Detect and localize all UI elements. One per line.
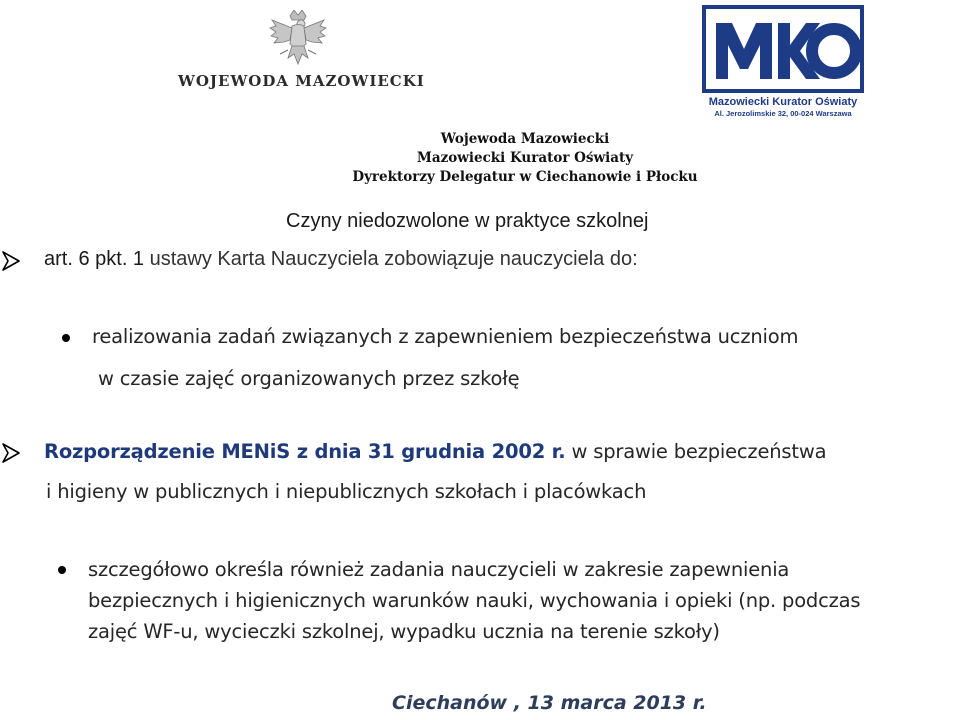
mko-caption-address: Al. Jerozolimskie 32, 00-024 Warszawa [714,109,852,118]
section2-bold-prefix: Rozporządzenie MENiS z dnia 31 grudnia 2002 r. [44,440,566,463]
authority-line-3: Dyrektorzy Delegatur w Ciechanowie i Płocku [352,169,698,185]
authority-line-2: Mazowiecki Kurator Oświaty [416,150,634,166]
bullet1-line2: w czasie zajęć organizowanych przez szkołę [98,367,520,390]
section1-line [44,248,638,271]
round-bullet-icon [58,566,66,574]
section2-line1 [44,440,826,463]
bullet2-line2: bezpiecznych i higienicznych warunków nauki, wychowania i opieki (np. podczas [88,589,861,612]
section2-line2: i higieny w publicznych i niepublicznych szkołach i placówkach [46,480,647,503]
section2-rest: w sprawie bezpieczeństwa [565,440,827,463]
footer-place-date: Ciechanów , 13 marca 2013 r. [392,692,707,714]
wojewoda-logo-text: WOJEWODA MAZOWIECKI [178,72,425,90]
mko-caption-title: Mazowiecki Kurator Oświaty [708,96,858,108]
section1-bold-prefix: art. 6 pkt. 1 [44,248,145,270]
bullet2-line3: zajęć WF-u, wycieczki szkolnej, wypadku ucznia na terenie szkoły) [88,620,720,643]
section1-rest: ustawy Karta Nauczyciela zobowiązuje nauczyciela do: [144,248,638,270]
bullet1-line1: realizowania zadań związanych z zapewnieniem bezpieczeństwa uczniom [92,325,799,348]
mko-logo-icon [702,5,864,93]
mko-caption [702,97,864,118]
arrow-bullet-icon [0,250,22,272]
round-bullet-icon [62,334,70,342]
arrow-bullet-icon [0,442,22,464]
authority-line-1: Wojewoda Mazowiecki [440,131,610,147]
eagle-emblem-icon [268,10,328,68]
document-title: Czyny niedozwolone w praktyce szkolnej [286,210,649,232]
authorities-block [280,130,770,187]
bullet2-line1: szczegółowo określa również zadania nauczycieli w zakresie zapewnienia [88,558,790,581]
